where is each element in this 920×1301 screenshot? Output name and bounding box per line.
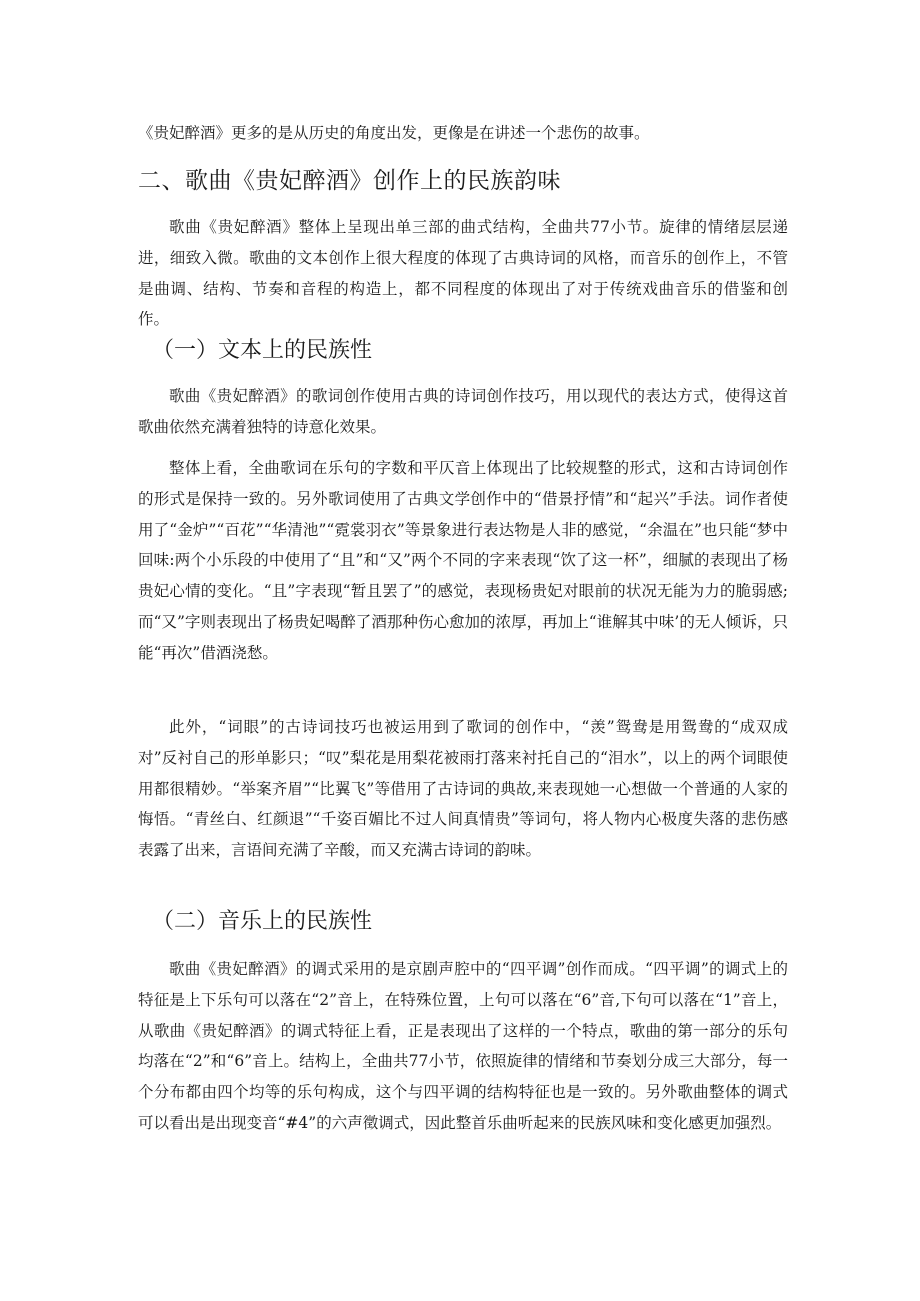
intro-line: 《贵妃醉酒》更多的是从历史的角度出发，更像是在讲述一个悲伤的故事。 [138, 124, 650, 142]
section-2-intro-paragraph: 歌曲《贵妃醉酒》整体上呈现出单三部的曲式结构，全曲共77小节。旋律的情绪层层递进，细致入微。歌曲的文本创作上很大程度的体现了古典诗词的风格，而音乐的创作上，不管是曲调、结构、节奏和音程的构造上，都不同程度的体现出了对于传统戏曲音乐的借鉴和创作。 [138, 218, 788, 329]
subsection-2-heading: （二）音乐上的民族性 [152, 909, 373, 934]
subsection-1-paragraph-1: 歌曲《贵妃醉酒》的歌词创作使用古典的诗词创作技巧，用以现代的表达方式，使得这首歌曲依然充满着独特的诗意化效果。 [138, 387, 788, 436]
subsection-1-paragraph-2: 整体上看，全曲歌词在乐句的字数和平仄音上体现出了比较规整的形式，这和古诗词创作的形式是保持一致的。另外歌词使用了古典文学创作中的“借景抒情”和“起兴”手法。词作者使用了“金炉”“百花”“华清池”“霓裳羽衣”等景象进行表达物是人非的感觉，“余温在”也只能“梦中回味:两个小乐段的中使用了“且”和“又”两个不同的字来表现“饮了这一杯”，细腻的表现出了杨贵妃心情的变化。“且”字表现“暂且罢了”的感觉，表现杨贵妃对眼前的状况无能为力的脆弱感;而“又”字则表现出了杨贵妃喝醉了酒那种伤心愈加的浓厚，再加上“谁解其中味’的无人倾诉，只能“再次”借酒浇愁。 [138, 459, 788, 662]
subsection-2-paragraph-1: 歌曲《贵妃醉酒》的调式采用的是京剧声腔中的“四平调”创作而成。“四平调”的调式上的特征是上下乐句可以落在“2”音上，在特殊位置，上句可以落在“6”音,下句可以落在“1”音上，从歌曲《贵妃醉酒》的调式特征上看，正是表现出了这样的一个特点，歌曲的第一部分的乐句均落在“2”和“6”音上。结构上，全曲共77小节，依照旋律的情绪和节奏划分成三大部分，每一个分布都由四个均等的乐句构成，这个与四平调的结构特征也是一致的。另外歌曲整体的调式可以看出是出现变音“#4”的六声徵调式，因此整首乐曲听起来的民族风味和变化感更加强烈。 [138, 960, 788, 1132]
subsection-1-heading: （一）文本上的民族性 [152, 338, 373, 363]
section-2-heading: 二、歌曲《贵妃醉酒》创作上的民族韵味 [138, 168, 561, 194]
subsection-1-paragraph-3: 此外，“词眼”的古诗词技巧也被运用到了歌词的创作中，“羡”鸳鸯是用鸳鸯的“成双成对”反衬自己的形单影只；“叹”梨花是用梨花被雨打落来衬托自己的“泪水”，以上的两个词眼使用都很精妙。“举案齐眉”“比翼飞”等借用了古诗词的典故,来表现她一心想做一个普通的人家的悔悟。“青丝白、红颜退”“千姿百媚比不过人间真情贵”等词句，将人物内心极度失落的悲伤感表露了出来，言语间充满了辛酸，而又充满古诗词的韵味。 [138, 718, 788, 860]
